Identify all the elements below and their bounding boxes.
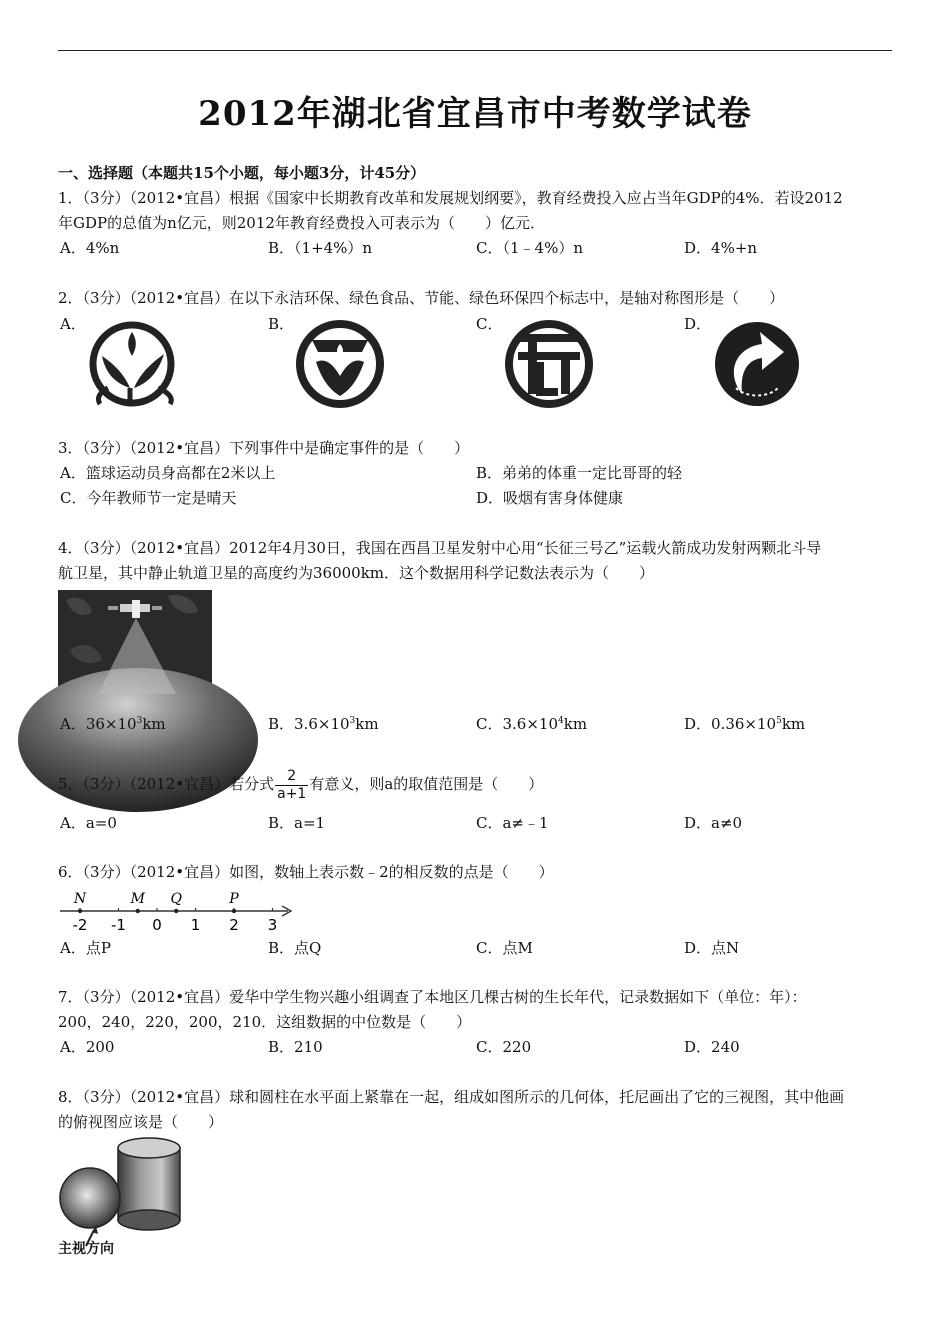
q6-stem: 6．（3分）（2012•宜昌）如图，数轴上表示数﹣2的相反数的点是（ ） bbox=[58, 863, 554, 881]
number-line-tick-label: 2 bbox=[229, 916, 239, 934]
q1-stem-line2: 年GDP的总值为n亿元，则2012年教育经费投入可表示为（ ）亿元． bbox=[58, 214, 545, 232]
q3-option-a: A．篮球运动员身高都在2米以上 bbox=[60, 464, 276, 482]
page-title: 2012年湖北省宜昌市中考数学试卷 bbox=[198, 94, 752, 134]
section-heading: 一、选择题（本题共15个小题，每小题3分，计45分） bbox=[58, 164, 426, 182]
q4-option-c: C．$3.6\times 10^4km$ bbox=[476, 715, 588, 733]
number-line-tick-label: 3 bbox=[267, 916, 278, 934]
number-line-tick-label: 0 bbox=[152, 916, 162, 934]
q1-option-d: D．4%+n bbox=[684, 239, 758, 257]
number-line-tick-label: -2 bbox=[72, 916, 88, 934]
q3-stem: 3．（3分）（2012•宜昌）下列事件中是确定事件的是（ ） bbox=[58, 439, 470, 457]
number-line-point-label: P bbox=[229, 891, 239, 907]
number-line-figure bbox=[58, 884, 298, 934]
q4-stem-line2: 航卫星，其中静止轨道卫星的高度约为36000km．这个数据用科学记数法表示为（ ） bbox=[58, 564, 655, 582]
logo-c-figure bbox=[504, 318, 596, 410]
q8-stem-line2: 的俯视图应该是（ ） bbox=[58, 1113, 224, 1131]
q5-option-d: D．a≠0 bbox=[684, 814, 743, 832]
q1-option-c: C．（1﹣4%）n bbox=[476, 239, 583, 257]
q2-option-d: D． bbox=[684, 315, 712, 333]
q3-option-b: B．弟弟的体重一定比哥哥的轻 bbox=[476, 464, 683, 482]
q7-option-c: C．220 bbox=[476, 1038, 532, 1056]
satellite-photo-figure bbox=[58, 590, 212, 708]
q2-option-a: A． bbox=[60, 315, 86, 333]
number-line-point-label: N bbox=[73, 891, 87, 907]
q6-option-d: D．点N bbox=[684, 939, 740, 957]
view-direction-caption: 主视方向 bbox=[58, 1241, 114, 1257]
q2-stem: 2．（3分）（2012•宜昌）在以下永洁环保、绿色食品、节能、绿色环保四个标志中，是轴对称图形是（ ） bbox=[58, 289, 785, 307]
logo-a-figure bbox=[88, 318, 180, 410]
q7-option-d: D．240 bbox=[684, 1038, 740, 1056]
logo-b-figure bbox=[296, 318, 388, 410]
number-line-point-m bbox=[136, 909, 140, 913]
q1-option-b: B．（1+4%）n bbox=[268, 239, 373, 257]
q6-option-a: A．点P bbox=[60, 939, 111, 957]
q6-option-c: C．点M bbox=[476, 939, 533, 957]
q2-option-c: C． bbox=[476, 315, 503, 333]
number-line-point-q bbox=[174, 909, 178, 913]
q5-option-a: A．a=0 bbox=[60, 814, 117, 832]
q7-stem-line1: 7．（3分）（2012•宜昌）爱华中学生物兴趣小组调查了本地区几棵古树的生长年代，记录数据如下（单位：年）： bbox=[58, 988, 807, 1006]
q5-fraction: $\frac{2}{a+1}$ bbox=[277, 767, 307, 802]
q1-option-a: A．4%n bbox=[60, 239, 120, 257]
number-line-point-n bbox=[78, 909, 82, 913]
q5-stem: 5．（3分）（2012•宜昌）若分式 $\frac{2}{a+1}$ 有意义，则a的取值范围是（ ） bbox=[58, 767, 544, 802]
q5-option-b: B．a=1 bbox=[268, 814, 326, 832]
q8-stem-line1: 8．（3分）（2012•宜昌）球和圆柱在水平面上紧靠在一起，组成如图所示的几何体，托尼画出了它的三视图，其中他画 bbox=[58, 1088, 845, 1106]
number-line-point-label: Q bbox=[170, 891, 182, 907]
top-rule bbox=[58, 50, 892, 51]
q4-option-d: D．$0.36\times 10^5km$ bbox=[684, 715, 806, 733]
q7-option-a: A．200 bbox=[60, 1038, 115, 1056]
number-line-point-p bbox=[232, 909, 236, 913]
q4-option-a: A．$36\times 10^3km$ bbox=[60, 715, 166, 733]
q5-option-c: C．a≠﹣1 bbox=[476, 814, 549, 832]
q7-stem-line2: 200，240，220，200，210．这组数据的中位数是（ ） bbox=[58, 1013, 472, 1031]
logo-d-figure bbox=[712, 318, 804, 410]
q2-option-b: B． bbox=[268, 315, 295, 333]
q3-option-d: D．吸烟有害身体健康 bbox=[476, 489, 624, 507]
q3-option-c: C．今年教师节一定是晴天 bbox=[60, 489, 237, 507]
number-line-tick-label: -1 bbox=[111, 916, 126, 934]
number-line-tick-label: 1 bbox=[190, 916, 201, 934]
number-line-point-label: M bbox=[130, 891, 145, 907]
q1-stem-line1: 1．（3分）（2012•宜昌）根据《国家中长期教育改革和发展规划纲要》，教育经费投入应占当年GDP的4%．若设2012 bbox=[58, 189, 843, 207]
q4-stem-line1: 4．（3分）（2012•宜昌）2012年4月30日，我国在西昌卫星发射中心用“长征三号乙”运载火箭成功发射两颗北斗导 bbox=[58, 539, 822, 557]
q7-option-b: B．210 bbox=[268, 1038, 323, 1056]
q4-option-b: B．$3.6\times 10^3km$ bbox=[268, 715, 379, 733]
q6-option-b: B．点Q bbox=[268, 939, 322, 957]
